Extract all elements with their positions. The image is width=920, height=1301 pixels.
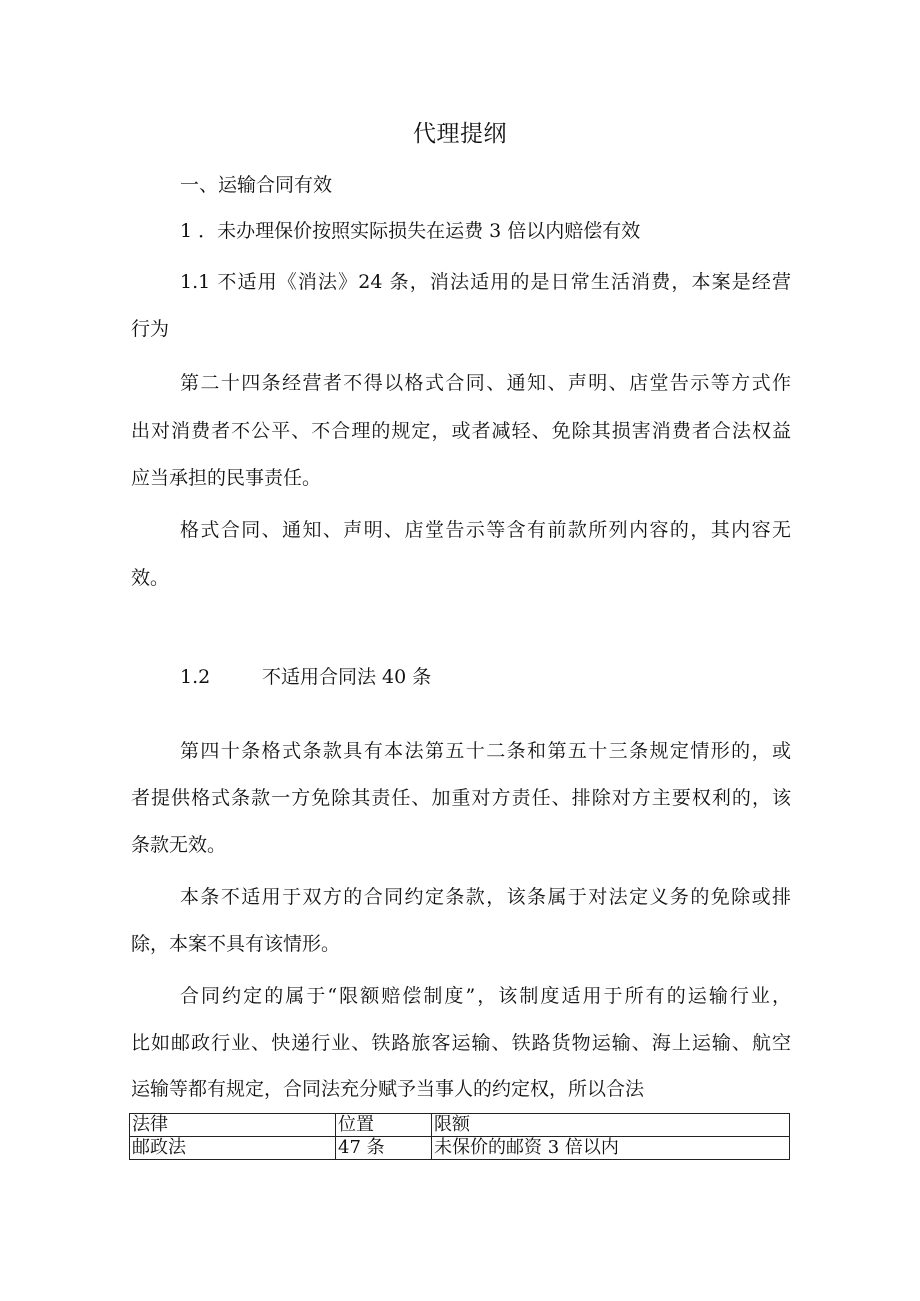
table-cell: 47 条: [336, 1137, 432, 1160]
item-1: 1 ．未办理保价按照实际损失在运费 3 倍以内赔偿有效: [180, 220, 641, 242]
table-header-row: [130, 1114, 790, 1137]
law-limits-table: [129, 1113, 790, 1160]
not-applicable-line-2: 除，本案不具有该情形。: [131, 933, 341, 955]
article-24-line-3: 应当承担的民事责任。: [131, 467, 322, 489]
article-40-line-2: 者提供格式条款一方免除其责任、加重对方责任、排除对方主要权利的，该: [131, 787, 791, 809]
format-contract-line-1: 格式合同、通知、声明、店堂告示等含有前款所列内容的，其内容无: [180, 519, 791, 541]
format-contract-line-2: 效。: [131, 567, 170, 589]
para-1-2-text: 不适用合同法 40 条: [262, 666, 432, 688]
table-cell: 邮政法: [130, 1137, 336, 1160]
article-24-line-2: 出对消费者不公平、不合理的规定，或者减轻、免除其损害消费者合法权益: [131, 420, 791, 442]
document-title: 代理提纲: [413, 121, 507, 147]
article-24-line-1: 第二十四条经营者不得以格式合同、通知、声明、店堂告示等方式作: [180, 372, 791, 394]
agreement-line-1: 合同约定的属于“限额赔偿制度”，该制度适用于所有的运输行业，: [180, 985, 791, 1007]
table-header-cell: 法律: [130, 1114, 336, 1137]
section-heading: 一、运输合同有效: [180, 174, 333, 196]
table-header-cell: 限额: [432, 1114, 790, 1137]
para-1-2-number: 1.2: [180, 666, 211, 688]
article-40-line-1: 第四十条格式条款具有本法第五十二条和第五十三条规定情形的，或: [180, 740, 791, 762]
para-1-1-line-2: 行为: [131, 318, 170, 340]
table-header-cell: 位置: [336, 1114, 432, 1137]
article-40-line-3: 条款无效。: [131, 834, 227, 856]
table-row: [130, 1137, 790, 1160]
not-applicable-line-1: 本条不适用于双方的合同约定条款，该条属于对法定义务的免除或排: [180, 886, 791, 908]
para-1-1-line-1: 1.1 不适用《消法》24 条，消法适用的是日常生活消费，本案是经营: [180, 271, 791, 293]
agreement-line-3: 运输等都有规定，合同法充分赋予当事人的约定权，所以合法: [131, 1078, 645, 1100]
table-cell: 未保价的邮资 3 倍以内: [432, 1137, 790, 1160]
para-1-2: [180, 664, 791, 690]
agreement-line-2: 比如邮政行业、快递行业、铁路旅客运输、铁路货物运输、海上运输、航空: [131, 1032, 791, 1054]
